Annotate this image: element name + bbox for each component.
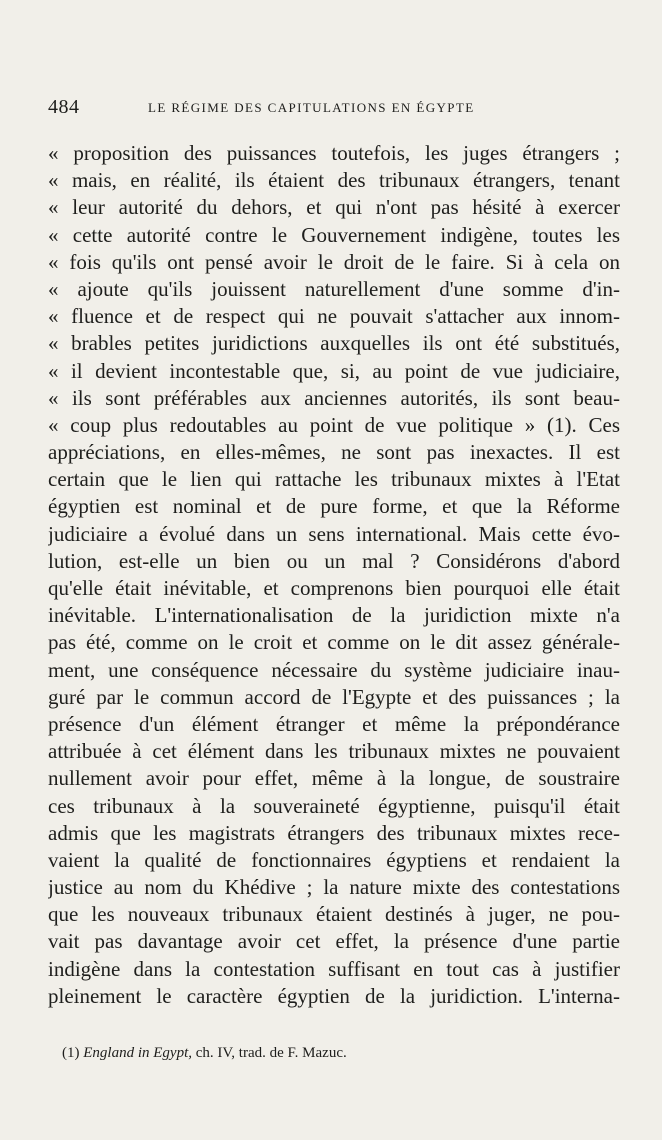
text-line: attribuée à cet élément dans les tribunaux mixtes ne pouvaient: [48, 739, 620, 764]
text-line: admis que les magistrats étrangers des tribunaux mixtes rece-: [48, 820, 620, 845]
footnote-rest: ch. IV, trad. de F. Mazuc.: [195, 1045, 347, 1061]
text-line: « coup plus redoutables au point de vue politique » (1). Ces: [48, 412, 620, 437]
text-line: « fluence et de respect qui ne pouvait s'attacher aux innom-: [48, 304, 620, 329]
text-line: vaient la qualité de fonctionnaires égyptiens et rendaient la: [48, 847, 620, 872]
text-line: inévitable. L'internationalisation de la juridiction mixte n'a: [48, 603, 620, 628]
text-line: « brables petites juridictions auxquelles ils ont été substitués,: [48, 331, 620, 356]
text-line: présence d'un élément étranger et même la prépondérance: [48, 711, 620, 736]
body-text: [48, 140, 620, 1010]
text-line: « leur autorité du dehors, et qui n'ont pas hésité à exercer: [48, 195, 620, 220]
text-line: « cette autorité contre le Gouvernement indigène, toutes les: [48, 222, 620, 247]
text-line: qu'elle était inévitable, et comprenons bien pourquoi elle était: [48, 576, 620, 600]
running-head: [48, 96, 620, 120]
footnote-title: England in Egypt,: [83, 1045, 192, 1061]
text-line: justice au nom du Khédive ; la nature mixte des contestations: [48, 875, 620, 900]
text-line: indigène dans la contestation suffisant en tout cas à justifier: [48, 956, 620, 981]
page-number: 484: [48, 96, 80, 118]
text-line: « proposition des puissances toutefois, les juges étrangers ;: [48, 141, 620, 165]
text-line: vait pas davantage avoir cet effet, la présence d'une partie: [48, 929, 620, 954]
text-line: guré par le commun accord de l'Egypte et des puissances ; la: [48, 684, 620, 709]
text-line: nullement avoir pour effet, même à la longue, de soustraire: [48, 766, 620, 791]
text-line: que les nouveaux tribunaux étaient destinés à juger, ne pou-: [48, 902, 620, 927]
text-line: appréciations, en elles-mêmes, ne sont pas inexactes. Il est: [48, 440, 620, 465]
text-line: égyptien est nominal et de pure forme, et que la Réforme: [48, 494, 620, 519]
text-line: « mais, en réalité, ils étaient des tribunaux étrangers, tenant: [48, 168, 620, 193]
text-line: certain que le lien qui rattache les tribunaux mixtes à l'Etat: [48, 467, 620, 492]
text-line: ces tribunaux à la souveraineté égyptienne, puisqu'il était: [48, 793, 620, 818]
running-title: LE RÉGIME DES CAPITULATIONS EN ÉGYPTE: [148, 100, 475, 115]
text-line: lution, est-elle un bien ou un mal ? Considérons d'abord: [48, 548, 620, 573]
text-line: pas été, comme on le croit et comme on le dit assez générale-: [48, 630, 620, 655]
text-line: judiciaire a évolué dans un sens international. Mais cette évo-: [48, 521, 620, 546]
text-line: « il devient incontestable que, si, au point de vue judiciaire,: [48, 358, 620, 383]
text-line: « fois qu'ils ont pensé avoir le droit de le faire. Si à cela on: [48, 249, 620, 274]
text-line: « ils sont préférables aux anciennes autorités, ils sont beau-: [48, 385, 620, 410]
text-line: pleinement le caractère égyptien de la juridiction. L'interna-: [48, 983, 620, 1008]
footnote: [62, 1045, 347, 1062]
text-line: « ajoute qu'ils jouissent naturellement d'une somme d'in-: [48, 276, 620, 301]
text-line: ment, une conséquence nécessaire du système judiciaire inau-: [48, 657, 620, 682]
footnote-marker: (1): [62, 1045, 80, 1061]
